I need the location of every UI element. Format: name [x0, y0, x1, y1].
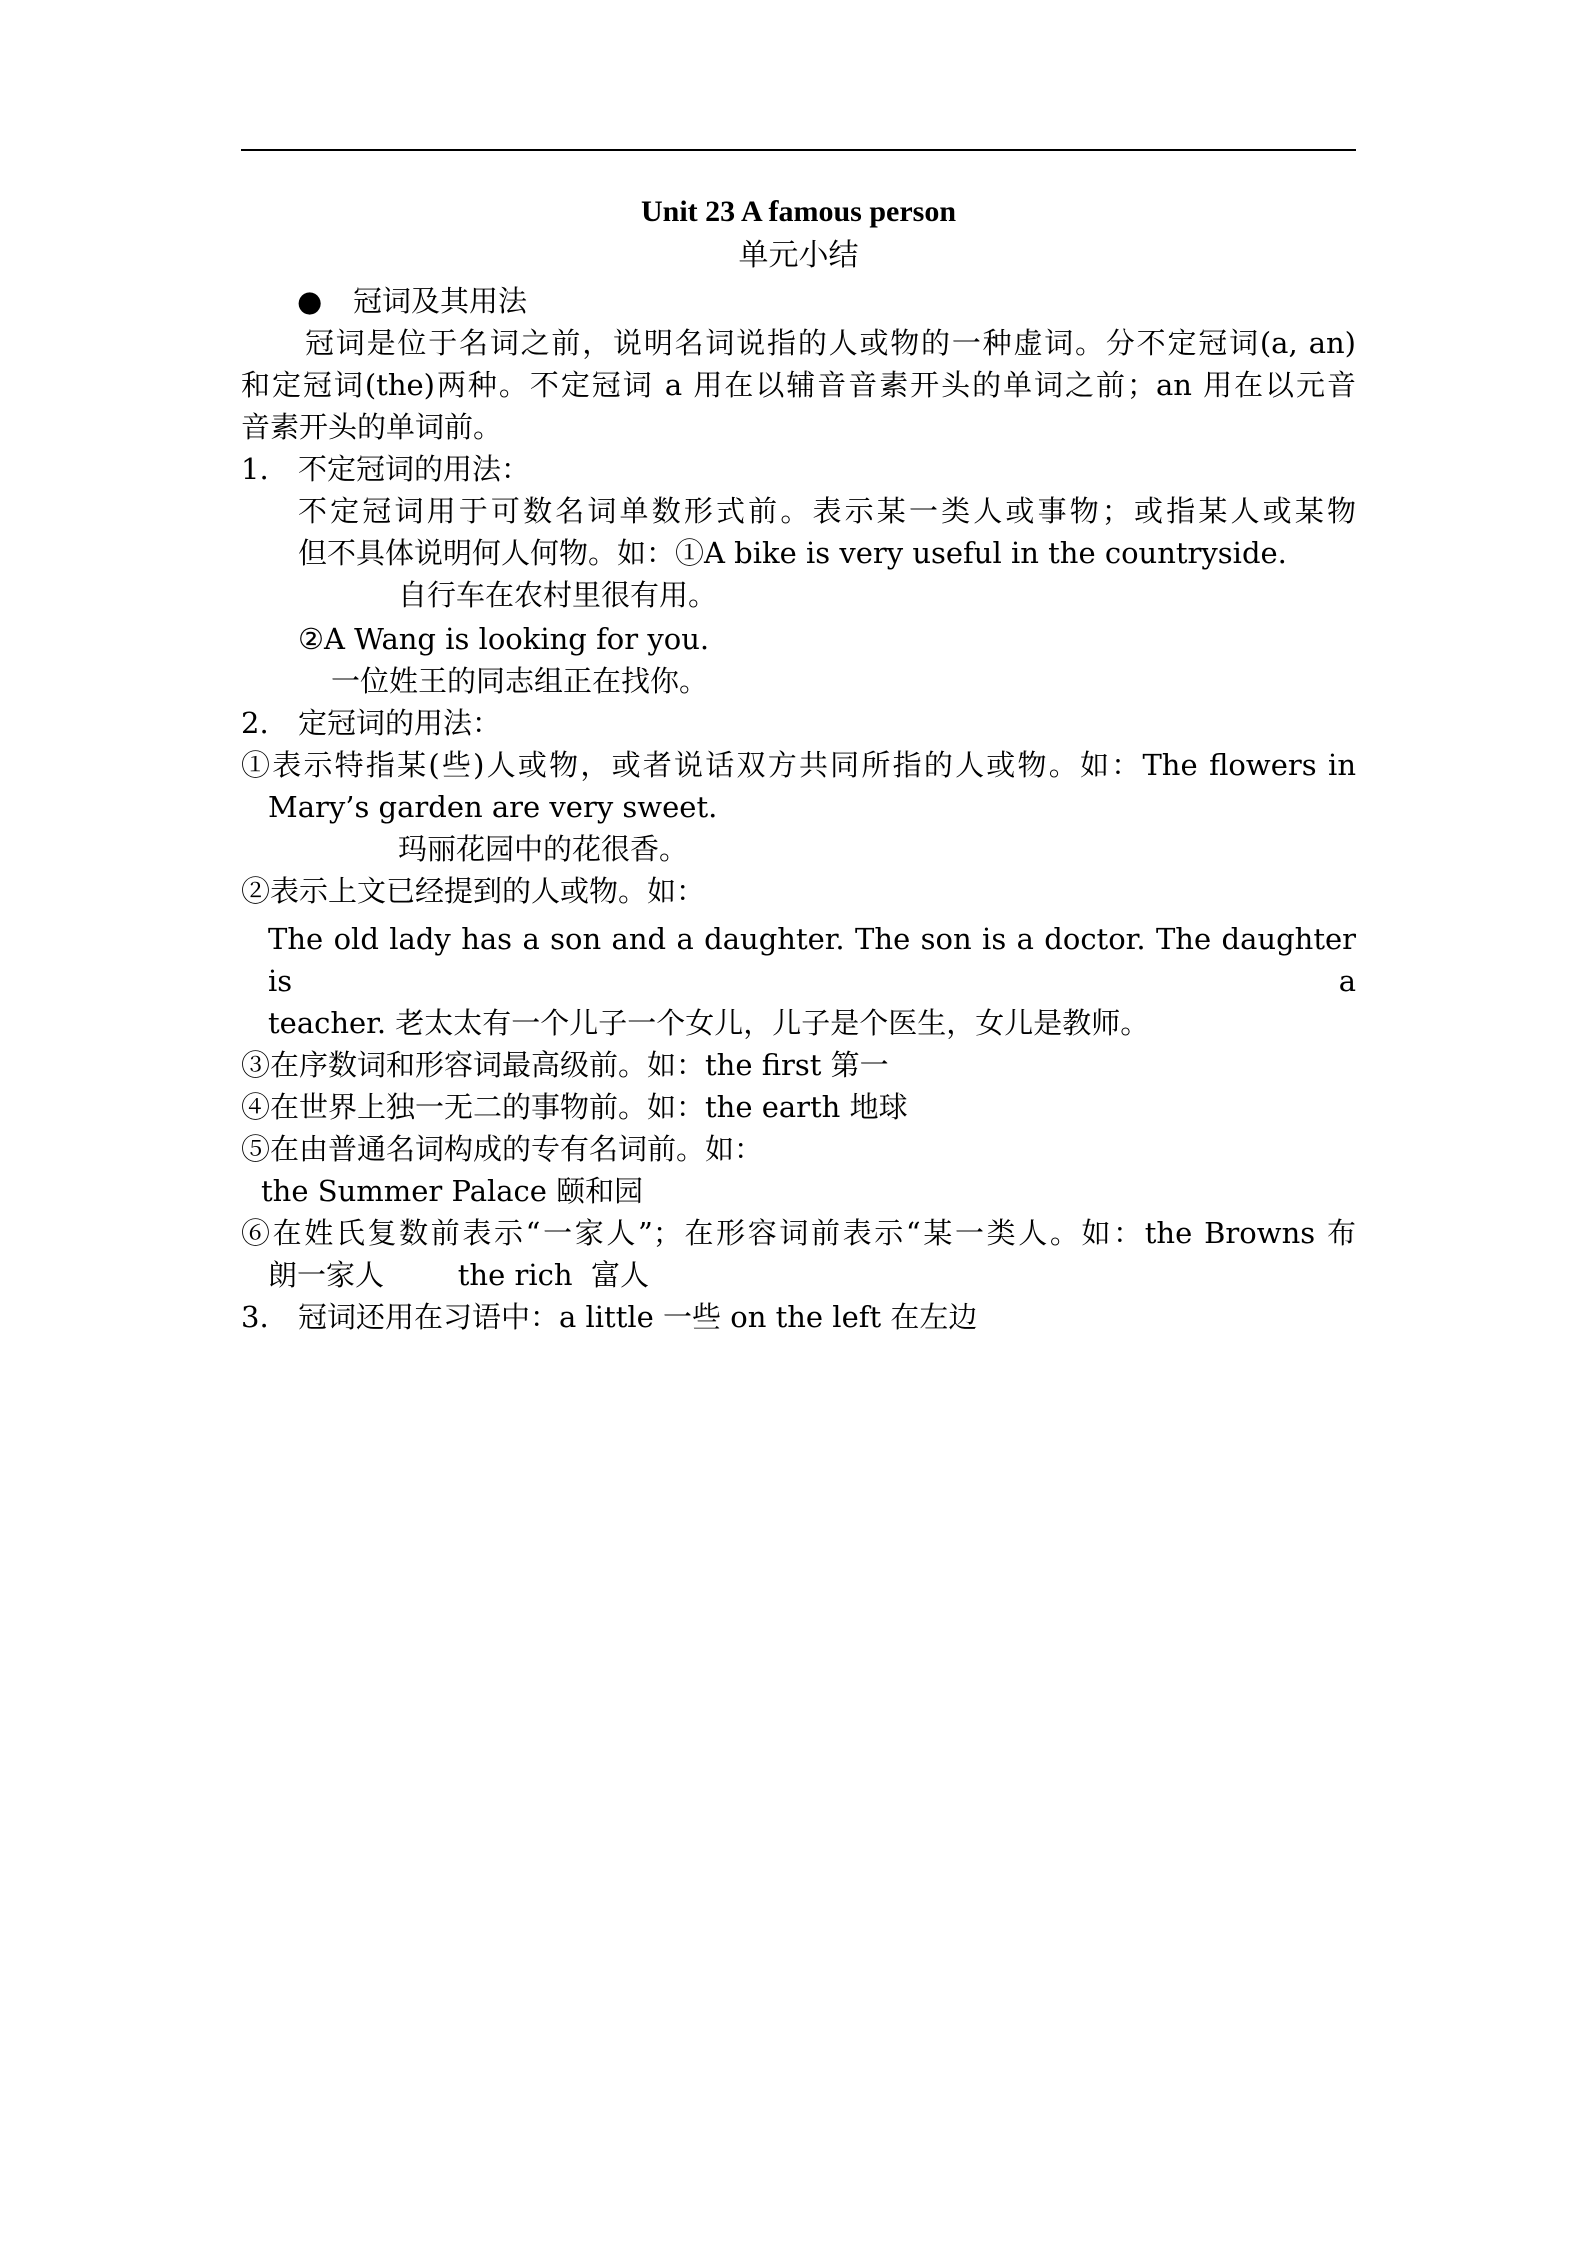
section1-line-2: 但不具体说明何人何物。如：①A bike is very useful in the countryside. — [298, 536, 1287, 570]
section3-row — [241, 1296, 1356, 1338]
intro-line-2: 和定冠词(the)两种。不定冠词 a 用在以辅音音素开头的单词之前；an 用在以元音 — [241, 368, 1356, 402]
section2-item2-line-1: The old lady has a son and a daughter. The son is a doctor. The daughter is a — [268, 922, 1356, 998]
section3-text: 冠词还用在习语中：a little 一些 on the left 在左边 — [298, 1300, 978, 1334]
section1-line-1: 不定冠词用于可数名词单数形式前。表示某一类人或事物；或指某人或某物 — [298, 494, 1356, 528]
section1-heading: 不定冠词的用法： — [298, 452, 531, 486]
document-body — [241, 190, 1356, 1338]
section2-heading-row — [241, 702, 1356, 744]
section3-number: 3. — [241, 1300, 269, 1334]
title-english: Unit 23 A famous person — [640, 195, 957, 228]
section1-heading-row — [241, 448, 1356, 490]
section2-item3: ③在序数词和形容词最高级前。如：the first 第一 — [241, 1048, 889, 1082]
intro-line-1: 冠词是位于名词之前，说明名词说指的人或物的一种虚词。分不定冠词(a, an) — [305, 326, 1356, 360]
section2-item6-line-1: ⑥在姓氏复数前表示“一家人”；在形容词前表示“某一类人。如：the Browns 布 — [241, 1216, 1356, 1250]
header-rule — [241, 149, 1356, 151]
section2-heading: 定冠词的用法： — [298, 706, 502, 740]
section2-item1-line-2: Mary’s garden are very sweet. — [268, 790, 718, 824]
section1-translation-2: 一位姓王的同志组正在找你。 — [331, 664, 709, 698]
section2-item5-heading: ⑤在由普通名词构成的专有名词前。如： — [241, 1132, 764, 1166]
section1-number: 1. — [241, 452, 269, 486]
intro-line-3: 音素开头的单词前。 — [241, 410, 503, 444]
section1-example-2: ②A Wang is looking for you. — [298, 622, 710, 656]
title-chinese: 单元小结 — [738, 238, 859, 273]
section2-item4: ④在世界上独一无二的事物前。如：the earth 地球 — [241, 1090, 908, 1124]
bullet-heading-row — [241, 280, 1356, 322]
section2-item2-heading: ②表示上文已经提到的人或物。如： — [241, 874, 706, 908]
section2-item1-translation: 玛丽花园中的花很香。 — [398, 832, 689, 866]
section2-item6-line-2: 朗一家人 the rich 富人 — [268, 1258, 649, 1292]
section2-item5-example: the Summer Palace 颐和园 — [261, 1174, 644, 1208]
bullet-icon: ● — [297, 284, 323, 318]
section2-item1-line-1: ①表示特指某(些)人或物，或者说话双方共同所指的人或物。如：The flowers in — [241, 748, 1356, 782]
section1-translation-1: 自行车在农村里很有用。 — [398, 578, 718, 612]
bullet-heading: 冠词及其用法 — [353, 284, 528, 318]
section2-item2-line-2: teacher. 老太太有一个儿子一个女儿，儿子是个医生，女儿是教师。 — [268, 1006, 1150, 1040]
section2-number: 2. — [241, 706, 269, 740]
